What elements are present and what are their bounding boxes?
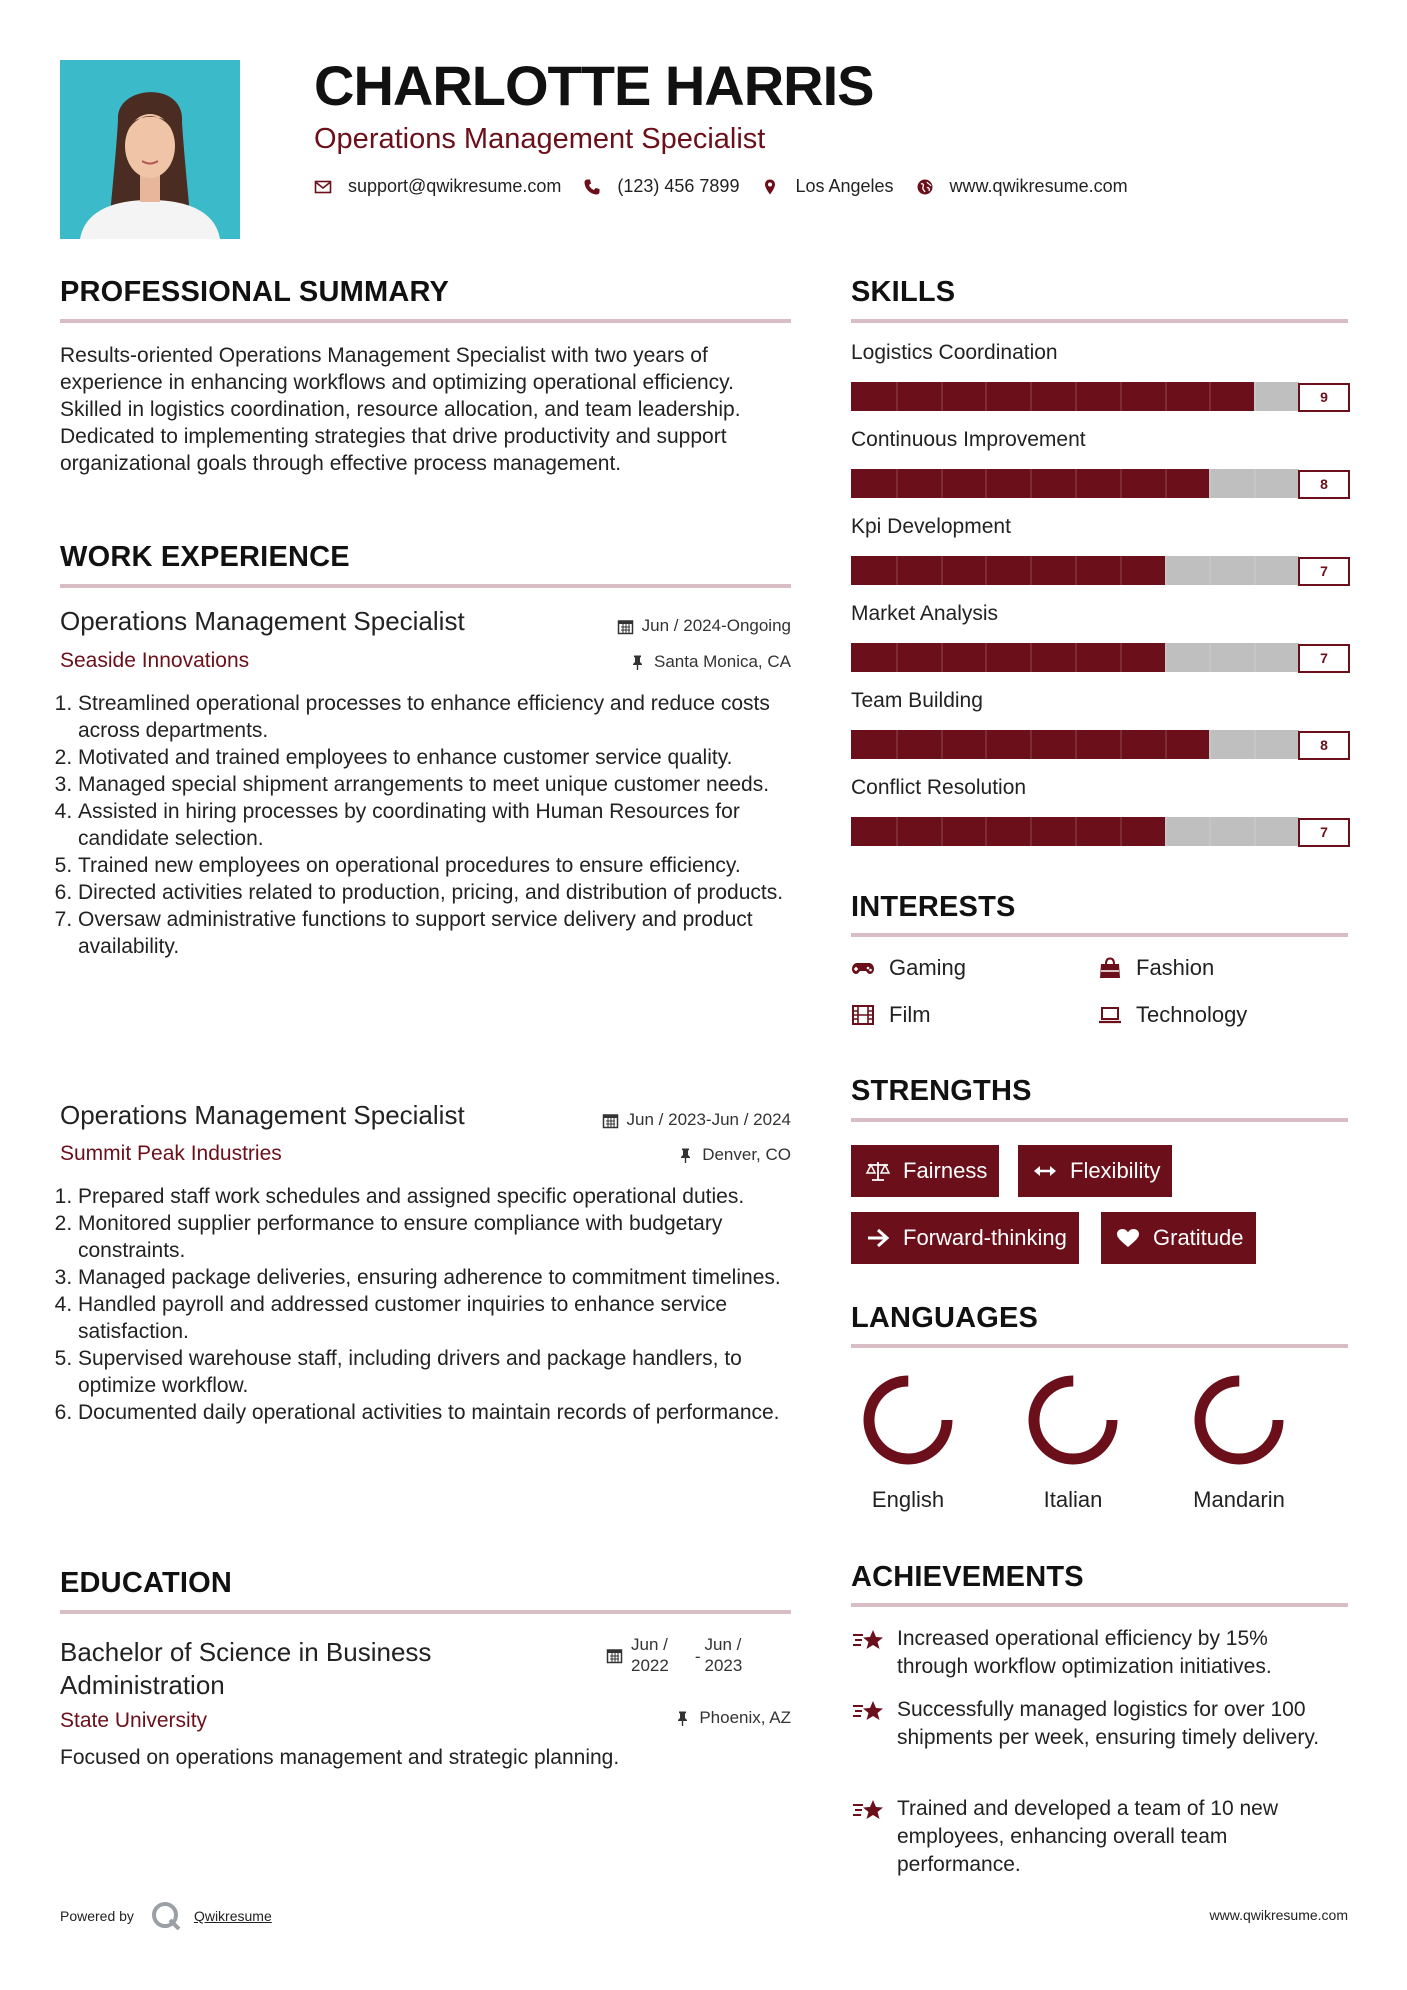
- contact-location: [761, 176, 893, 197]
- skill-bar-segment: [1075, 730, 1077, 759]
- list-item: 7. Oversaw administrative functions to support service delivery and product availability.: [78, 906, 818, 960]
- skill-bar-segment: [985, 382, 987, 411]
- strength-label: Gratitude: [1153, 1225, 1244, 1250]
- list-item: 5. Trained new employees on operational procedures to ensure efficiency.: [78, 852, 818, 879]
- achievement-text: Increased operational efficiency by 15% through workflow optimization initiatives.: [897, 1627, 1272, 1678]
- date-part: 2023: [704, 1656, 743, 1675]
- job-dates-text: Jun / 2023-Jun / 2024: [626, 1110, 791, 1129]
- skill-bar-segment: [1075, 556, 1077, 585]
- laptop-icon: [1098, 1004, 1122, 1026]
- list-item: 1. Prepared staff work schedules and assigned specific operational duties.: [78, 1183, 818, 1210]
- interest-film: [851, 1002, 931, 1028]
- degree-line: Administration: [60, 1670, 225, 1700]
- summary-divider: [60, 319, 791, 323]
- list-item: 5. Supervised warehouse staff, including drivers and package handlers, to optimize workflow.: [78, 1345, 818, 1399]
- job-dates: [617, 616, 791, 636]
- skill-bar-segment: [1254, 643, 1256, 672]
- candidate-title: Operations Management Specialist: [314, 123, 766, 155]
- skill-bar: [851, 469, 1299, 498]
- skill-bar-segment: [1030, 730, 1032, 759]
- shooting-star-icon: [851, 1627, 885, 1655]
- education-location-text: Phoenix, AZ: [699, 1708, 791, 1727]
- achievement-text: Successfully managed logistics for over 100 shipments per week, ensuring timely delivery.: [897, 1698, 1320, 1749]
- skill-bar-segment: [941, 817, 943, 846]
- date-separator: -: [694, 1647, 701, 1666]
- education-divider: [60, 1610, 791, 1614]
- contact-bar: [314, 176, 1150, 197]
- footer-website[interactable]: www.qwikresume.com: [1209, 1907, 1348, 1923]
- company-name: Seaside Innovations: [60, 649, 250, 672]
- language-label: Italian: [1043, 1487, 1103, 1512]
- skills-heading: SKILLS: [851, 276, 956, 308]
- skill-bar-segment: [1209, 730, 1211, 759]
- job-location: [677, 1145, 791, 1165]
- school-name: State University: [60, 1709, 208, 1732]
- list-item: 4. Handled payroll and addressed customer inquiries to enhance service satisfaction.: [78, 1291, 818, 1345]
- skill-bar-segment: [985, 817, 987, 846]
- arrows-horizontal-icon: [1032, 1160, 1058, 1182]
- language-label: Mandarin: [1193, 1487, 1285, 1512]
- list-item: 2. Monitored supplier performance to ensure compliance with budgetary constraints.: [78, 1210, 818, 1264]
- qwikresume-logo-icon: [150, 1900, 182, 1932]
- balance-scale-icon: [865, 1160, 891, 1182]
- strengths-divider: [851, 1118, 1348, 1122]
- email-text: support@qwikresume.com: [348, 176, 562, 196]
- languages-heading: LANGUAGES: [851, 1302, 1039, 1334]
- strength-chip-fairness: [851, 1145, 999, 1197]
- language-label: English: [871, 1487, 945, 1512]
- job-location-text: Santa Monica, CA: [653, 652, 791, 671]
- skill-bar-fill: [851, 643, 1165, 672]
- map-pin-icon: [761, 178, 779, 196]
- skill-name: Market Analysis: [851, 602, 999, 625]
- interest-label: Fashion: [1136, 955, 1215, 980]
- strength-chip-forward-thinking: [851, 1212, 1079, 1264]
- skill-bar-segment: [1120, 382, 1122, 411]
- summary-text: Results-oriented Operations Management Specialist with two years of experience in enhancing workflows and optimizing operational efficiency. Skilled in logistics coordination, resource allocation, and team leadership. Dedicated to implementing strategies that drive productivity and support organizational goals through effective process management.: [60, 344, 741, 475]
- strength-chip-flexibility: [1018, 1145, 1172, 1197]
- phone-icon: [583, 178, 601, 196]
- shopping-bag-icon: [1098, 957, 1122, 979]
- calendar-icon: [602, 1112, 619, 1129]
- calendar-icon: [617, 618, 634, 635]
- skill-name: Kpi Development: [851, 515, 1011, 538]
- skill-bar-segment: [1030, 382, 1032, 411]
- skill-bar-segment: [1254, 817, 1256, 846]
- calendar-icon: [606, 1647, 623, 1664]
- skill-bar-segment: [1030, 817, 1032, 846]
- skill-bar-segment: [1075, 817, 1077, 846]
- achievement-item: [851, 1795, 1321, 1879]
- strength-chip-gratitude: [1101, 1212, 1256, 1264]
- achievement-text: Trained and developed a team of 10 new employees, enhancing overall team performance.: [897, 1797, 1278, 1876]
- shooting-star-icon: [851, 1797, 885, 1825]
- skill-score: 7: [1298, 557, 1350, 586]
- skill-bar-fill: [851, 382, 1254, 411]
- list-item: 2. Motivated and trained employees to enhance customer service quality.: [78, 744, 818, 771]
- skill-bar-segment: [1120, 730, 1122, 759]
- skill-name: Logistics Coordination: [851, 341, 1058, 364]
- website-text: www.qwikresume.com: [949, 176, 1128, 196]
- skill-bar-fill: [851, 817, 1165, 846]
- list-item: 1. Streamlined operational processes to enhance efficiency and reduce costs across departments.: [78, 690, 818, 744]
- interest-gaming: [851, 955, 966, 981]
- interest-label: Gaming: [889, 955, 967, 980]
- education-end-date: [705, 1634, 743, 1676]
- strength-label: Forward-thinking: [903, 1225, 1067, 1250]
- skill-bar-fill: [851, 556, 1165, 585]
- contact-email[interactable]: [314, 176, 561, 197]
- strengths-heading: STRENGTHS: [851, 1075, 1032, 1107]
- skill-bar-segment: [896, 469, 898, 498]
- profile-photo: [60, 60, 240, 239]
- experience-heading: WORK EXPERIENCE: [60, 541, 350, 573]
- interest-label: Technology: [1136, 1002, 1248, 1027]
- job-title: Operations Management Specialist: [60, 1100, 465, 1130]
- footer-powered-by: [60, 1900, 272, 1932]
- pushpin-icon: [629, 654, 646, 671]
- job-location: [629, 652, 791, 672]
- interest-fashion: [1098, 955, 1214, 981]
- skill-bar-segment: [1030, 643, 1032, 672]
- education-dates: [606, 1634, 742, 1676]
- skill-bar-segment: [1030, 556, 1032, 585]
- qwikresume-link[interactable]: Qwikresume: [193, 1908, 272, 1924]
- skill-bar-segment: [1165, 469, 1167, 498]
- language-proficiency-ring: [1189, 1370, 1289, 1470]
- skill-bar: [851, 643, 1299, 672]
- skill-bar-segment: [985, 556, 987, 585]
- achievement-item: [851, 1625, 1321, 1681]
- powered-by-text: Powered by: [60, 1908, 134, 1924]
- interests-divider: [851, 933, 1348, 937]
- location-text: Los Angeles: [795, 176, 894, 196]
- job-dates-text: Jun / 2024-Ongoing: [641, 616, 791, 635]
- languages-divider: [851, 1344, 1348, 1348]
- skill-bar-segment: [941, 730, 943, 759]
- achievements-heading: ACHIEVEMENTS: [851, 1561, 1084, 1593]
- skill-name: Team Building: [851, 689, 983, 712]
- skill-bar-segment: [1209, 556, 1211, 585]
- language-proficiency-ring: [1023, 1370, 1123, 1470]
- language-proficiency-ring: [858, 1370, 958, 1470]
- skill-bar-segment: [941, 556, 943, 585]
- film-icon: [851, 1004, 875, 1026]
- list-item: 3. Managed package deliveries, ensuring adherence to commitment timelines.: [78, 1264, 818, 1291]
- date-part: Jun /: [631, 1635, 668, 1654]
- gamepad-icon: [851, 957, 875, 979]
- education-location: [674, 1708, 791, 1728]
- skill-bar-segment: [1254, 556, 1256, 585]
- skill-bar-segment: [1209, 643, 1211, 672]
- skill-bar-segment: [1075, 643, 1077, 672]
- date-part: 2022: [631, 1656, 669, 1675]
- job-duties-list: [60, 1183, 818, 1426]
- degree-title: [60, 1636, 431, 1702]
- skill-bar-segment: [1030, 469, 1032, 498]
- list-item: 4. Assisted in hiring processes by coordinating with Human Resources for candidate selection.: [78, 798, 818, 852]
- skills-divider: [851, 319, 1348, 323]
- list-item: 3. Managed special shipment arrangements to meet unique customer needs.: [78, 771, 818, 798]
- skill-bar-segment: [896, 817, 898, 846]
- envelope-icon: [314, 178, 332, 196]
- skill-bar-segment: [1254, 730, 1256, 759]
- skill-bar-segment: [1165, 556, 1167, 585]
- date-part: Jun /: [704, 1635, 742, 1654]
- skill-bar-segment: [1254, 469, 1256, 498]
- contact-website[interactable]: [916, 176, 1128, 197]
- globe-icon: [916, 178, 934, 196]
- skill-score: 7: [1298, 644, 1350, 673]
- company-name: Summit Peak Industries: [60, 1142, 282, 1165]
- candidate-name: CHARLOTTE HARRIS: [314, 54, 874, 117]
- strength-label: Fairness: [903, 1158, 988, 1183]
- skill-bar-segment: [896, 643, 898, 672]
- phone-text: (123) 456 7899: [617, 176, 740, 196]
- skill-bar-segment: [985, 469, 987, 498]
- achievement-item: [851, 1696, 1321, 1752]
- skill-bar-segment: [1120, 469, 1122, 498]
- pushpin-icon: [677, 1147, 694, 1164]
- skill-bar-segment: [896, 730, 898, 759]
- skill-bar-segment: [941, 469, 943, 498]
- skill-bar-segment: [941, 382, 943, 411]
- heart-icon: [1115, 1227, 1141, 1249]
- education-heading: EDUCATION: [60, 1567, 233, 1599]
- skill-bar-segment: [1165, 643, 1167, 672]
- skill-score: 7: [1298, 818, 1350, 847]
- skill-bar: [851, 382, 1299, 411]
- education-description: Focused on operations management and strategic planning.: [60, 1746, 620, 1769]
- interest-technology: [1098, 1002, 1247, 1028]
- skill-bar-segment: [896, 556, 898, 585]
- experience-divider: [60, 584, 791, 588]
- job-dates: [602, 1110, 791, 1130]
- list-item: 6. Documented daily operational activities to maintain records of performance.: [78, 1399, 818, 1426]
- skill-score: 8: [1298, 470, 1350, 499]
- skill-bar-segment: [1120, 643, 1122, 672]
- language-ring-arc: [1200, 1381, 1278, 1459]
- skill-name: Conflict Resolution: [851, 776, 1027, 799]
- skill-bar-segment: [1075, 382, 1077, 411]
- skill-score: 8: [1298, 731, 1350, 760]
- interest-label: Film: [889, 1002, 931, 1027]
- skill-bar: [851, 730, 1299, 759]
- skill-bar-segment: [985, 730, 987, 759]
- degree-line: Bachelor of Science in Business: [60, 1637, 432, 1667]
- skill-bar-segment: [1209, 469, 1211, 498]
- skill-bar-segment: [896, 382, 898, 411]
- job-title: Operations Management Specialist: [60, 606, 465, 636]
- skill-bar: [851, 817, 1299, 846]
- language-ring-arc: [869, 1381, 947, 1459]
- achievements-divider: [851, 1603, 1348, 1607]
- skill-score: 9: [1298, 383, 1350, 412]
- skill-bar-segment: [1165, 382, 1167, 411]
- skill-bar-segment: [1165, 730, 1167, 759]
- job-location-text: Denver, CO: [702, 1145, 791, 1164]
- skill-bar-segment: [1120, 817, 1122, 846]
- interests-heading: INTERESTS: [851, 891, 1016, 923]
- list-item: 6. Directed activities related to production, pricing, and distribution of products.: [78, 879, 818, 906]
- contact-phone[interactable]: [583, 176, 739, 197]
- strength-label: Flexibility: [1070, 1158, 1161, 1183]
- skill-bar-segment: [1075, 469, 1077, 498]
- education-start-date: [631, 1634, 669, 1676]
- skill-bar-segment: [985, 643, 987, 672]
- skill-bar-segment: [1120, 556, 1122, 585]
- shooting-star-icon: [851, 1698, 885, 1726]
- skill-bar-segment: [1165, 817, 1167, 846]
- skill-name: Continuous Improvement: [851, 428, 1086, 451]
- skill-bar-segment: [1209, 817, 1211, 846]
- job-duties-list: [60, 690, 818, 960]
- arrow-right-icon: [865, 1227, 891, 1249]
- pushpin-icon: [674, 1710, 691, 1727]
- summary-heading: PROFESSIONAL SUMMARY: [60, 276, 450, 308]
- skill-bar-segment: [1209, 382, 1211, 411]
- skill-bar-segment: [1254, 382, 1256, 411]
- language-ring-arc: [1034, 1381, 1112, 1459]
- skill-bar-segment: [941, 643, 943, 672]
- skill-bar: [851, 556, 1299, 585]
